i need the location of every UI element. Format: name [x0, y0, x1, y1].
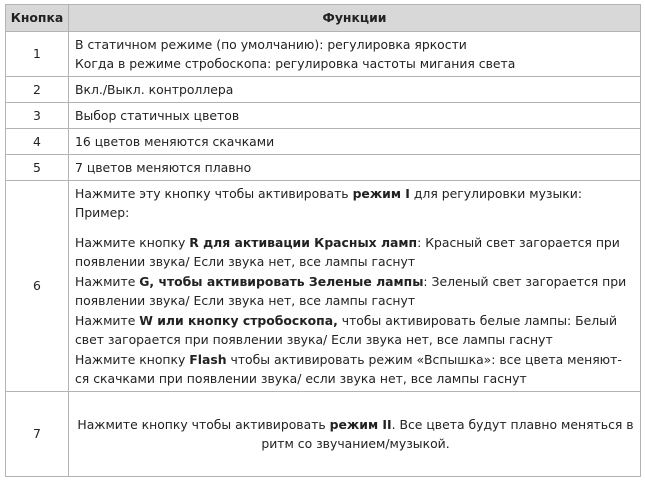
header-functions: Функции: [69, 5, 641, 32]
mode-intro: Нажмите эту кнопку чтобы активировать режим I для регулировки музыки: Пример:: [75, 185, 583, 220]
table-row: [6, 103, 641, 129]
row-description: [69, 181, 641, 392]
row-description: [69, 77, 641, 103]
table-row: [6, 32, 641, 77]
description-line: Выбор статичных цветов: [75, 107, 240, 123]
row-number: 4: [6, 129, 69, 155]
row-description: [69, 129, 641, 155]
description-line: Вкл./Выкл. контроллера: [75, 81, 234, 97]
table-row: [6, 77, 641, 103]
mode-item: Нажмите W или кнопку стробоскопа, чтобы активировать белые лампы: Белый свет загорается при появлении звука/ Если звука нет, все лампы гаснут: [75, 312, 618, 347]
table-row: [6, 155, 641, 181]
description-line: В статичном режиме (по умолчанию): регулировка яркости: [75, 36, 467, 52]
mode-item: Нажмите кнопку R для активации Красных ламп: Красный свет загорается при появлении звука/ Если звука нет, все лампы гаснут: [75, 234, 620, 269]
row-description: [69, 155, 641, 181]
table-header-row: [6, 5, 641, 32]
functions-table: [5, 4, 641, 477]
description-line: 16 цветов меняются скачками: [75, 133, 275, 149]
row-description: [69, 32, 641, 77]
mode-description: Нажмите кнопку чтобы активировать режим II. Все цвета будут плавно меняться в ритм со звучанием/музыкой.: [77, 416, 634, 451]
row-number: 1: [6, 32, 69, 77]
description-line: Когда в режиме стробоскопа: регулировка частоты мигания света: [75, 56, 516, 71]
table-row: [6, 392, 641, 477]
row-description: [69, 392, 641, 477]
row-number: 3: [6, 103, 69, 129]
row-number: 5: [6, 155, 69, 181]
mode-item: Нажмите кнопку Flash чтобы активировать режим «Вспышка»: все цвета меняют-ся скачками при появлении звука/ если звука нет, все лампы гаснут: [75, 351, 622, 386]
description-line: 7 цветов меняются плавно: [75, 159, 252, 175]
row-description: [69, 103, 641, 129]
row-number: 2: [6, 77, 69, 103]
mode-item: Нажмите G, чтобы активировать Зеленые лампы: Зеленый свет загорается при появлении звука/ Если звука нет, все лампы гаснут: [75, 273, 627, 308]
header-button: Кнопка: [6, 5, 69, 32]
row-number: 7: [6, 392, 69, 477]
table-row: [6, 129, 641, 155]
row-number: 6: [6, 181, 69, 392]
table-row: [6, 181, 641, 392]
